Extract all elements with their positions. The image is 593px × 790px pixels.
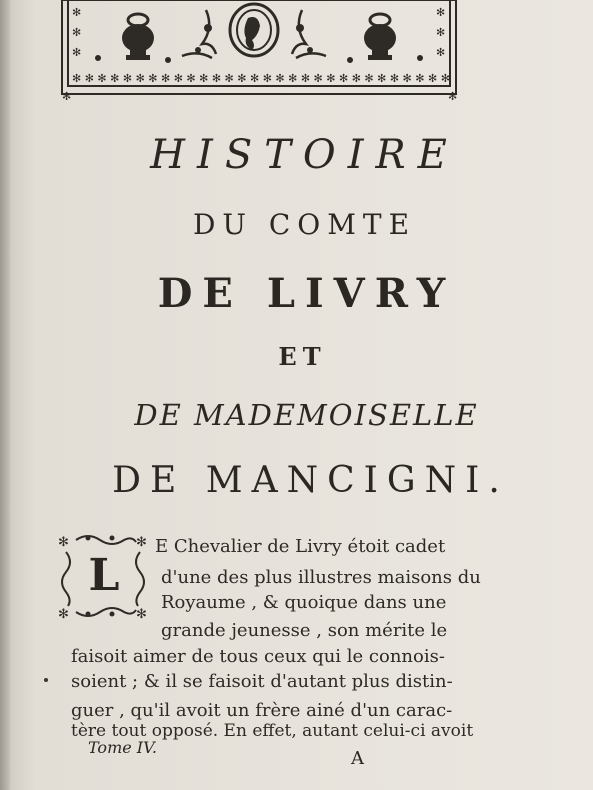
svg-text:✻: ✻ [72,26,82,39]
body-line: soient ; & il se faisoit d'autant plus distin- [71,671,453,692]
svg-text:✻: ✻ [136,535,147,550]
svg-text:✻: ✻ [58,535,69,550]
body-line: guer , qu'il avoit un frère ainé d'un carac- [71,700,453,721]
body-line: faisoit aimer de tous ceux qui le connois- [71,646,445,667]
footer-signature: A [351,748,364,769]
svg-text:✻: ✻ [72,46,82,59]
margin-mark [44,678,48,682]
page-gutter [0,0,10,790]
svg-text:✻: ✻ [58,607,69,620]
svg-text:✻: ✻ [436,26,446,39]
body-line: tère tout opposé. En effet, autant celui-ci avoit [71,721,474,741]
title-de-mademoiselle: DE MADEMOISELLE [134,398,479,432]
dropcap-letter: L [88,550,120,601]
svg-text:✻: ✻ [448,90,458,100]
body-line: grande jeunesse , son mérite le [161,620,448,641]
svg-text:✻: ✻ [436,6,446,19]
title-de-mancigni: DE MANCIGNI. [112,460,509,501]
footer-volume: Tome IV. [88,738,157,757]
svg-text:✻ ✻ ✻ ✻ ✻ ✻ ✻ ✻ ✻ ✻ ✻ ✻ ✻ ✻ ✻: ✻ ✻ ✻ ✻ ✻ ✻ ✻ ✻ ✻ ✻ ✻ ✻ ✻ ✻ ✻ ✻ ✻ ✻ ✻ ✻ ✻ ✻ ✻ ✻ ✻ ✻ ✻ ✻ ✻ ✻ [72,72,450,85]
body-line: E Chevalier de Livry étoit cadet [155,536,446,557]
svg-text:✻: ✻ [436,46,446,59]
title-du-comte: DU COMTE [192,208,417,241]
title-et: ET [278,342,327,371]
title-de-livry: DE LIVRY [157,270,456,317]
body-line: d'une des plus illustres maisons du [161,567,481,588]
body-line: Royaume , & quoique dans une [161,592,447,613]
svg-text:✻: ✻ [72,6,82,19]
headpiece-ornament-icon [58,0,460,100]
svg-text:✻: ✻ [136,607,147,620]
title-histoire: HISTOIRE [150,132,459,178]
svg-text:✻: ✻ [62,90,72,100]
